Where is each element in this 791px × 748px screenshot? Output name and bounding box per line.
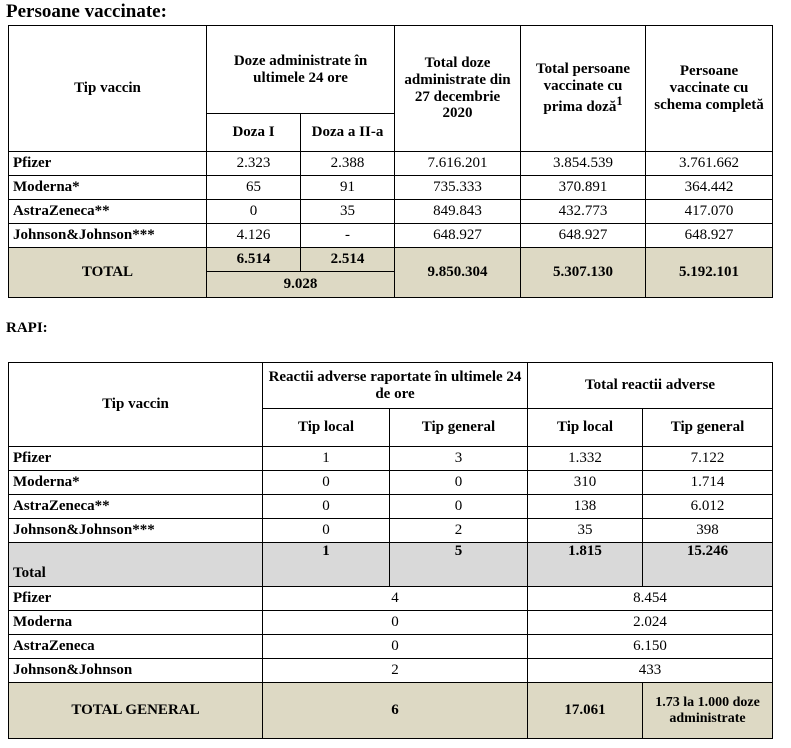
header-doza-1: Doza I xyxy=(207,114,301,152)
vaccine-name: Pfizer xyxy=(9,152,207,176)
doza2-value: 2.388 xyxy=(301,152,395,176)
table-row xyxy=(9,611,773,635)
reactions-24h-value: 2 xyxy=(263,659,528,683)
header-schema-completa: Persoane vaccinate cu schema completă xyxy=(646,26,773,152)
total-general-total: 17.061 xyxy=(528,683,643,739)
total-label: TOTAL xyxy=(9,248,207,298)
general-24h-value: 3 xyxy=(390,447,528,471)
total-doze-overall: 9.850.304 xyxy=(395,248,521,298)
doza1-value: 65 xyxy=(207,176,301,200)
total-prima-doza: 5.307.130 xyxy=(521,248,646,298)
vaccine-name: AstraZeneca** xyxy=(9,495,263,519)
reactions-total-value: 433 xyxy=(528,659,773,683)
header-reactii-24h: Reactii adverse raportate în ultimele 24 de ore xyxy=(263,363,528,409)
header-prima-doza-text: Total persoane vaccinate cu prima doză xyxy=(535,60,631,116)
table-row xyxy=(9,224,773,248)
total-doze-24h: 9.028 xyxy=(207,272,395,298)
total-doze-value: 7.616.201 xyxy=(395,152,521,176)
local-24h-value: 0 xyxy=(263,495,390,519)
header-doze-24h: Doze administrate în ultimele 24 ore xyxy=(207,26,395,114)
local-total-value: 35 xyxy=(528,519,643,543)
table-row xyxy=(9,519,773,543)
total-doza2: 2.514 xyxy=(301,248,395,272)
footnote-marker: 1 xyxy=(616,94,623,109)
reactions-total-value: 8.454 xyxy=(528,587,773,611)
total-general-label: TOTAL GENERAL xyxy=(9,683,263,739)
general-total-value: 7.122 xyxy=(643,447,773,471)
local-24h-value: 0 xyxy=(263,471,390,495)
general-total-value: 398 xyxy=(643,519,773,543)
total-local-total: 1.815 xyxy=(528,543,643,587)
reactions-24h-value: 4 xyxy=(263,587,528,611)
header-total-reactii: Total reactii adverse xyxy=(528,363,773,409)
prima-doza-value: 432.773 xyxy=(521,200,646,224)
general-24h-value: 0 xyxy=(390,471,528,495)
total-doze-value: 849.843 xyxy=(395,200,521,224)
total-doze-value: 735.333 xyxy=(395,176,521,200)
section-title-rapi: RAPI: xyxy=(6,320,48,336)
complet-value: 648.927 xyxy=(646,224,773,248)
table-row xyxy=(9,659,773,683)
table-row xyxy=(9,200,773,224)
header-tip-vaccin: Tip vaccin xyxy=(9,26,207,152)
vaccine-name: Johnson&Johnson*** xyxy=(9,519,263,543)
doza2-value: - xyxy=(301,224,395,248)
general-total-value: 6.012 xyxy=(643,495,773,519)
vaccine-name: Moderna* xyxy=(9,471,263,495)
total-local-24h: 1 xyxy=(263,543,390,587)
doza1-value: 4.126 xyxy=(207,224,301,248)
reactions-total-value: 6.150 xyxy=(528,635,773,659)
complet-value: 3.761.662 xyxy=(646,152,773,176)
doza1-value: 2.323 xyxy=(207,152,301,176)
total-general-24h: 6 xyxy=(263,683,528,739)
vaccinated-table xyxy=(8,25,773,298)
table-row xyxy=(9,587,773,611)
total-general-24h: 5 xyxy=(390,543,528,587)
vaccine-name: Johnson&Johnson*** xyxy=(9,224,207,248)
prima-doza-value: 3.854.539 xyxy=(521,152,646,176)
total-general-total: 15.246 xyxy=(643,543,773,587)
total-row xyxy=(9,248,773,272)
vaccine-name: Pfizer xyxy=(9,587,263,611)
doza2-value: 91 xyxy=(301,176,395,200)
vaccine-name: AstraZeneca xyxy=(9,635,263,659)
table-row xyxy=(9,495,773,519)
header-tip-vaccin: Tip vaccin xyxy=(9,363,263,447)
local-total-value: 1.332 xyxy=(528,447,643,471)
doza2-value: 35 xyxy=(301,200,395,224)
header-doza-2: Doza a II-a xyxy=(301,114,395,152)
prima-doza-value: 370.891 xyxy=(521,176,646,200)
total-general-row xyxy=(9,683,773,739)
vaccine-name: AstraZeneca** xyxy=(9,200,207,224)
complet-value: 364.442 xyxy=(646,176,773,200)
total-complet: 5.192.101 xyxy=(646,248,773,298)
general-total-value: 1.714 xyxy=(643,471,773,495)
table-row xyxy=(9,152,773,176)
header-prima-doza xyxy=(521,26,646,152)
reactions-24h-value: 0 xyxy=(263,611,528,635)
general-24h-value: 2 xyxy=(390,519,528,543)
vaccine-name: Pfizer xyxy=(9,447,263,471)
table-row xyxy=(9,471,773,495)
local-total-value: 310 xyxy=(528,471,643,495)
total-label: Total xyxy=(9,543,263,587)
prima-doza-value: 648.927 xyxy=(521,224,646,248)
local-total-value: 138 xyxy=(528,495,643,519)
doza1-value: 0 xyxy=(207,200,301,224)
section-title-vaccinated: Persoane vaccinate: xyxy=(6,1,167,22)
vaccine-name: Moderna* xyxy=(9,176,207,200)
table-row xyxy=(9,447,773,471)
table-row xyxy=(9,176,773,200)
complet-value: 417.070 xyxy=(646,200,773,224)
local-24h-value: 0 xyxy=(263,519,390,543)
reactions-24h-value: 0 xyxy=(263,635,528,659)
header-tip-general-24h: Tip general xyxy=(390,409,528,447)
general-24h-value: 0 xyxy=(390,495,528,519)
total-doze-value: 648.927 xyxy=(395,224,521,248)
rate-per-1000: 1.73 la 1.000 doze administrate xyxy=(643,683,773,739)
header-total-doze: Total doze administrate din 27 decembrie 2020 xyxy=(395,26,521,152)
total-row xyxy=(9,543,773,587)
total-doza1: 6.514 xyxy=(207,248,301,272)
table-row xyxy=(9,635,773,659)
header-tip-local-total: Tip local xyxy=(528,409,643,447)
adverse-reactions-table xyxy=(8,362,773,739)
local-24h-value: 1 xyxy=(263,447,390,471)
header-tip-general-total: Tip general xyxy=(643,409,773,447)
header-tip-local-24h: Tip local xyxy=(263,409,390,447)
reactions-total-value: 2.024 xyxy=(528,611,773,635)
vaccine-name: Johnson&Johnson xyxy=(9,659,263,683)
vaccine-name: Moderna xyxy=(9,611,263,635)
